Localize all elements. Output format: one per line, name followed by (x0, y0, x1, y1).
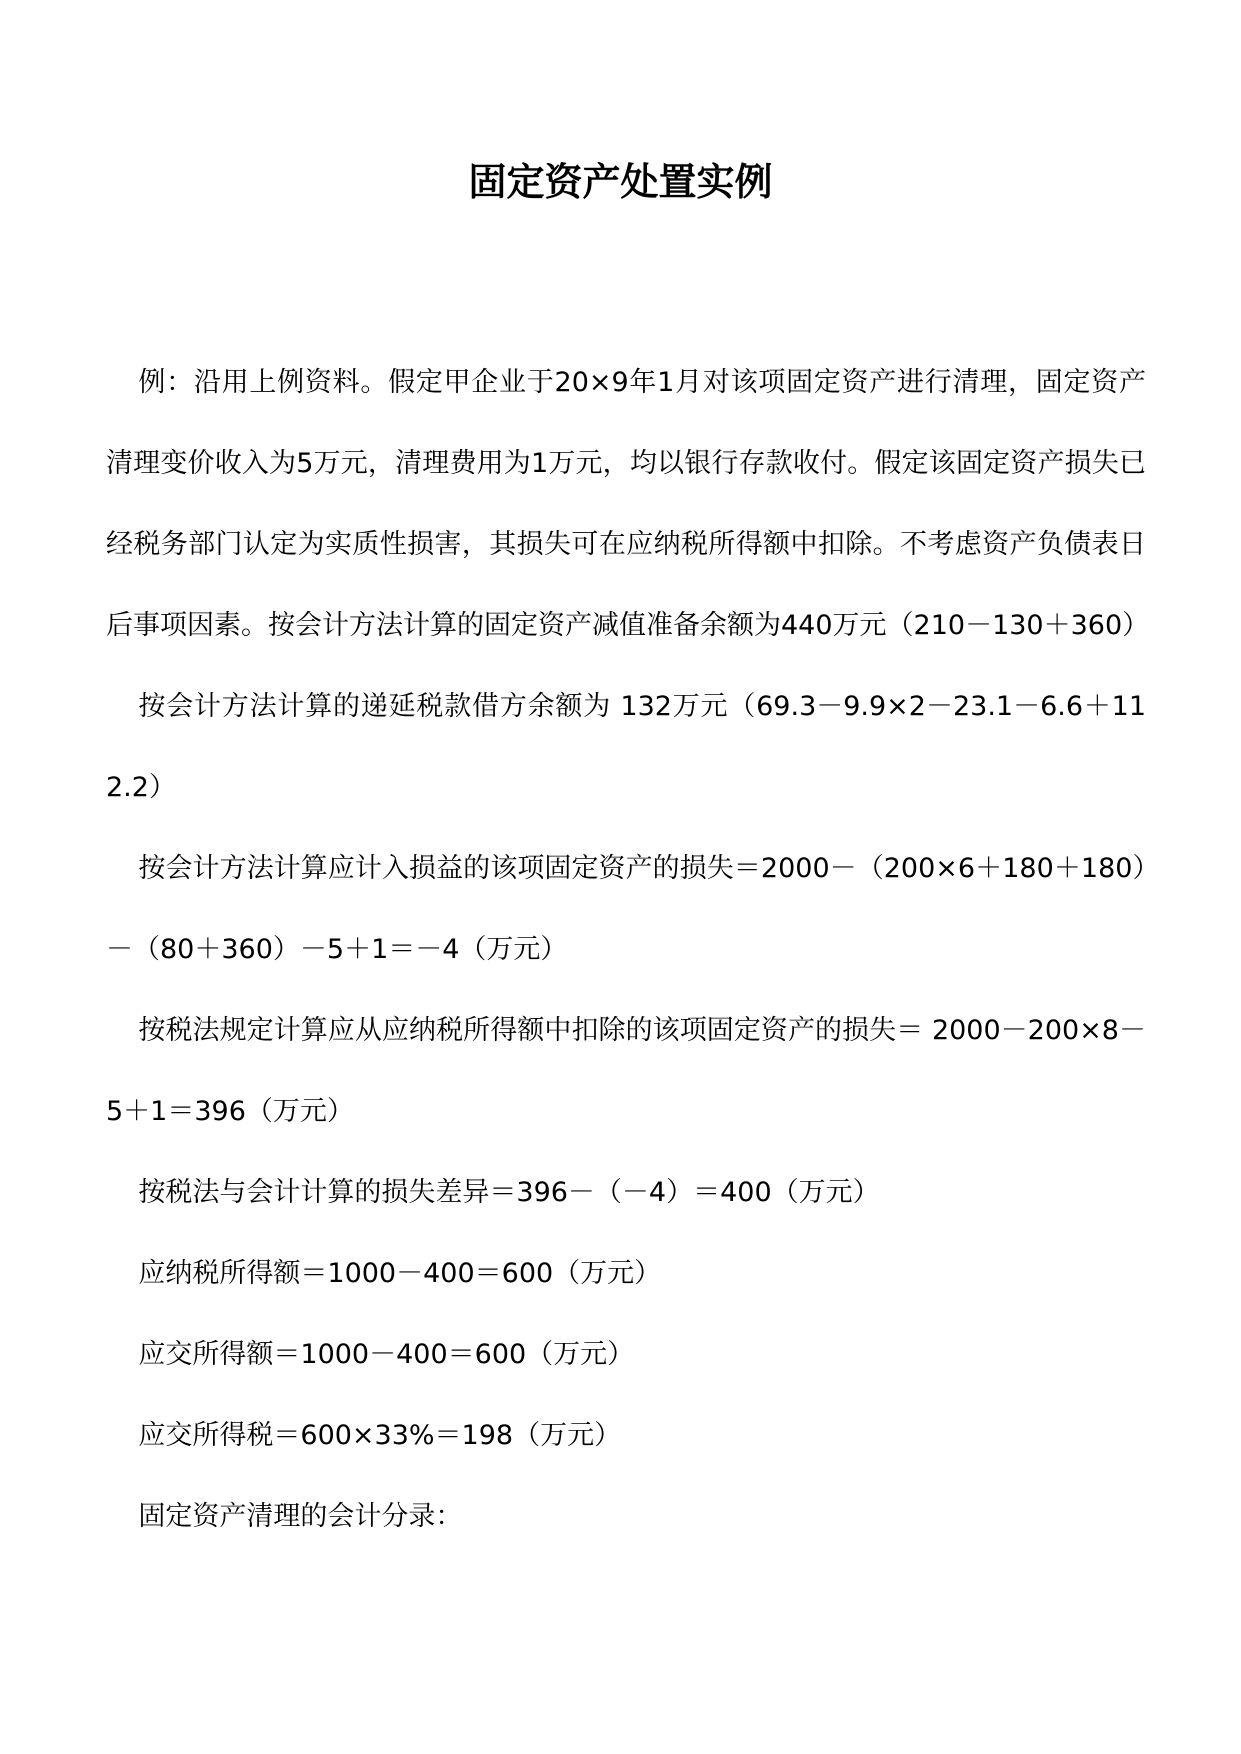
paragraph-tax-loss: 按税法规定计算应从应纳税所得额中扣除的该项固定资产的损失＝ 2000－200×8－5＋1＝396（万元） (106, 1015, 1146, 1127)
paragraph-deferred-tax: 按会计方法计算的递延税款借方余额为 132万元（69.3－9.9×2－23.1－6.6＋112.2） (106, 691, 1146, 803)
paragraph-accounting-loss: 按会计方法计算应计入损益的该项固定资产的损失＝2000－（200×6＋180＋180）－（80＋360）－5＋1＝－4（万元） (106, 853, 1146, 965)
document-body (106, 342, 1150, 1557)
paragraph-taxable-income: 应纳税所得额＝1000－400＝600（万元） (138, 1258, 662, 1289)
paragraph-loss-difference: 按税法与会计计算的损失差异＝396－（－4）＝400（万元） (138, 1177, 880, 1208)
page-title: 固定资产处置实例 (468, 159, 773, 204)
paragraph-journal-entry-heading: 固定资产清理的会计分录： (138, 1501, 463, 1532)
paragraph-payable-tax: 应交所得税＝600×33%＝198（万元） (138, 1420, 622, 1451)
paragraph-example: 例：沿用上例资料。假定甲企业于20×9年1月对该项固定资产进行清理，固定资产清理变价收入为5万元，清理费用为1万元，均以银行存款收付。假定该固定资产损失已经税务部门认定为实质性损害，其损失可在应纳税所得额中扣除。不考虑资产负债表日后事项因素。按会计方法计算的固定资产减值准备余额为440万元（210－130＋360） (106, 367, 1150, 641)
paragraph-payable-income: 应交所得额＝1000－400＝600（万元） (138, 1339, 635, 1370)
